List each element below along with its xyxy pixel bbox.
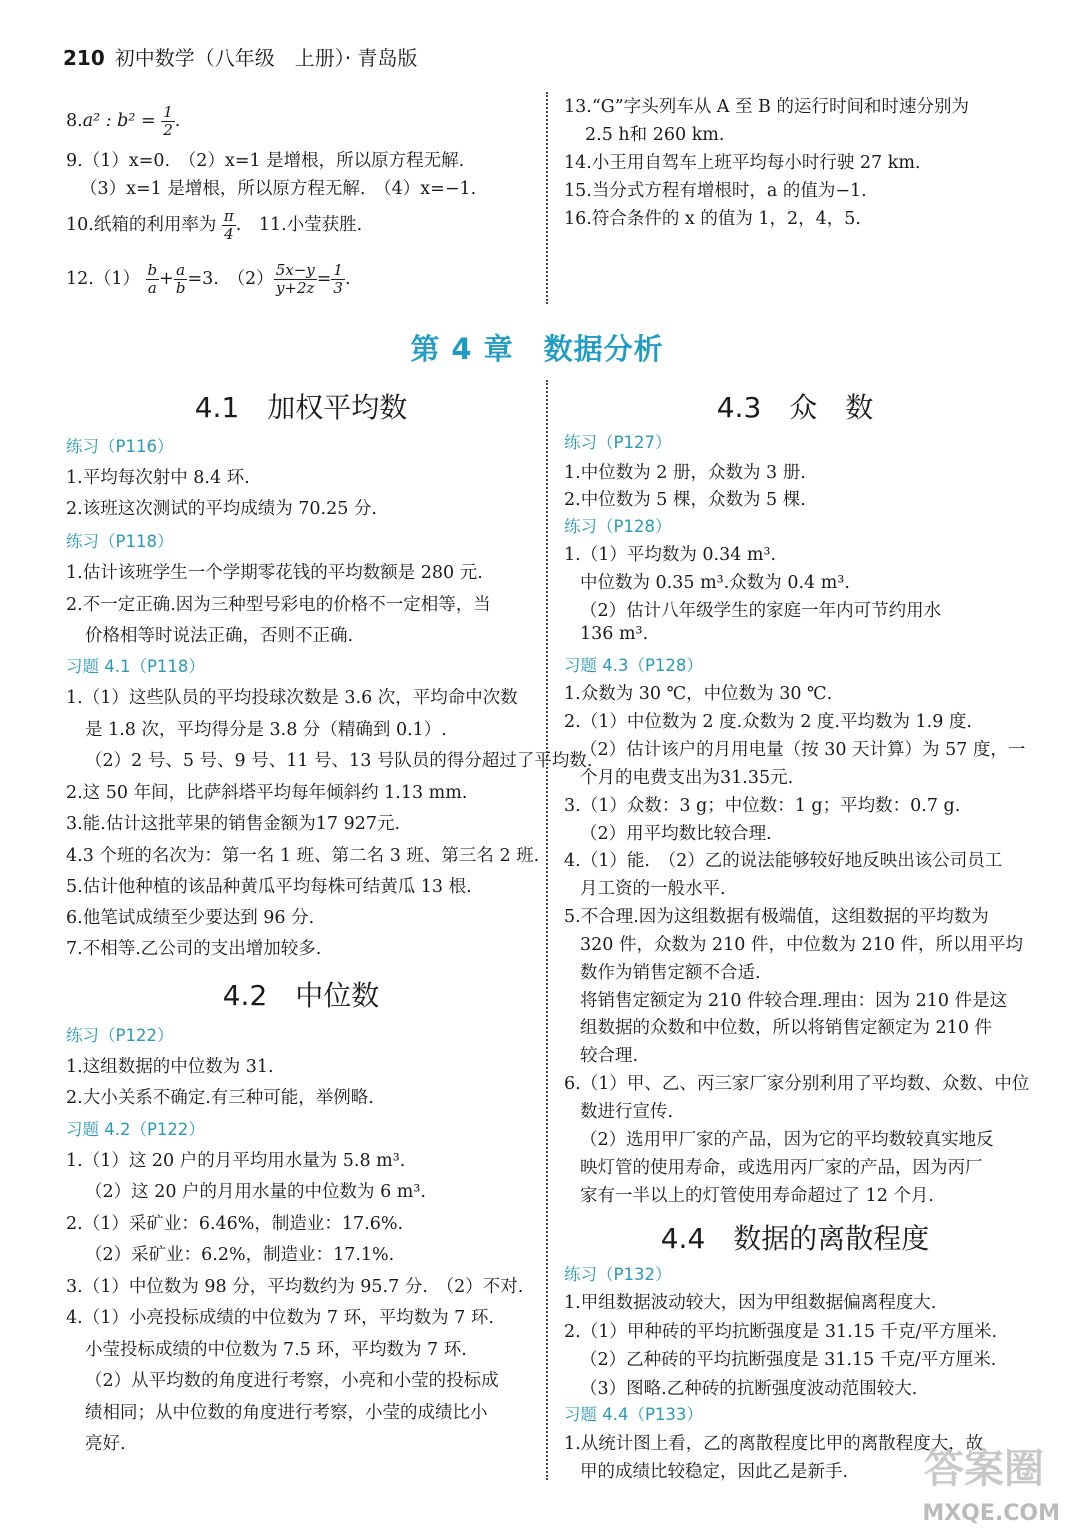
answer-line: （2）估计八年级学生的家庭一年内可节约用水 (580, 601, 942, 621)
answer-13-line2: 2.5 h和 260 km. (585, 125, 725, 145)
section-4-4-title: 4.4 数据的离散程度 (660, 1222, 930, 1255)
exercise-label: 练习（P127） (564, 433, 672, 452)
column-divider (546, 380, 548, 1480)
answer-13-line1: 13.“G”字头列车从 A 至 B 的运行时间和时速分别为 (564, 97, 969, 117)
answer-line: 1.中位数为 2 册，众数为 3 册. (564, 463, 806, 483)
answer-line: 2.（1）甲种砖的平均抗断强度是 31.15 千克/平方厘米. (564, 1322, 998, 1342)
answer-line: （3）图略.乙种砖的抗断强度波动范围较大. (580, 1379, 918, 1399)
answer-line: 小莹投标成绩的中位数为 7.5 环，平均数为 7 环. (85, 1340, 467, 1360)
answer-line: 2.大小关系不确定.有三种可能，举例略. (66, 1088, 374, 1108)
answer-line: 4.（1）能. （2）乙的说法能够较好地反映出该公司员工 (564, 851, 1003, 871)
answer-line: 4.（1）小亮投标成绩的中位数为 7 环，平均数为 7 环. (66, 1308, 494, 1328)
answer-line: 2.中位数为 5 棵，众数为 5 棵. (564, 490, 806, 510)
answer-line: 136 m³. (580, 624, 649, 644)
exercise-label: 练习（P122） (66, 1026, 174, 1045)
exercise-label: 习题 4.3（P128） (564, 656, 703, 675)
fraction: $\frac{\pi}{4}$ (223, 207, 234, 243)
answer-line: 数进行宣传. (580, 1102, 674, 1122)
exercise-label: 练习（P132） (564, 1265, 672, 1284)
answer-line: 中位数为 0.35 m³.众数为 0.4 m³. (580, 573, 850, 593)
answer-line: 5.估计他种植的该品种黄瓜平均每株可结黄瓜 13 根. (66, 877, 472, 897)
answer-line: 1.估计该班学生一个学期零花钱的平均数额是 280 元. (66, 563, 483, 583)
exercise-label: 习题 4.4（P133） (564, 1405, 703, 1424)
section-4-3-title: 4.3 众 数 (716, 391, 874, 424)
answer-line: 5.不合理.因为这组数据有极端值，这组数据的平均数为 (564, 907, 989, 927)
watermark-url: MXQE.COM (922, 1501, 1060, 1526)
answer-line: 2.（1）采矿业：6.46%，制造业：17.6%. (66, 1214, 404, 1234)
answer-line: （2）2 号、5 号、9 号、11 号、13 号队员的得分超过了平均数. (85, 751, 593, 771)
answer-line: （2）用平均数比较合理. (580, 824, 772, 844)
answer-line: 将销售定额定为 210 件较合理.理由：因为 210 件是这 (580, 991, 1008, 1011)
answer-14: 14.小王用自驾车上班平均每小时行驶 27 km. (564, 153, 921, 173)
page-header (63, 42, 417, 71)
answer-line: 2.这 50 年间，比萨斜塔平均每年倾斜约 1.13 mm. (66, 783, 468, 803)
answer-line: 1.（1）这些队员的平均投球次数是 3.6 次，平均命中次数 (66, 688, 518, 708)
answer-line: 个月的电费支出为31.35元. (580, 768, 794, 788)
answer-line: 1.从统计图上看，乙的离散程度比甲的离散程度大，故 (564, 1434, 984, 1454)
page-number: 210 (63, 46, 105, 70)
answer-line: 2.（1）中位数为 2 度.众数为 2 度.平均数为 1.9 度. (564, 712, 972, 732)
answer-line: 组数据的众数和中位数，所以将销售定额定为 210 件 (580, 1018, 993, 1038)
answer-line: 1.这组数据的中位数为 31. (66, 1057, 274, 1077)
fraction: $\frac{1}{2}$ (163, 103, 173, 139)
answer-line: 月工资的一般水平. (580, 879, 726, 899)
answer-12: 12.（1） $\frac{b}{a}$ + $\frac{a}{b}$ =3. （2） $\frac{5x-y}{y+2z}$ = $\frac{1}{3}$ . (66, 261, 351, 297)
exercise-label: 习题 4.2（P122） (66, 1120, 205, 1139)
answer-line: 3.能.估计这批苹果的销售金额为17 927元. (66, 814, 401, 834)
answer-line: 数作为销售定额不合适. (580, 963, 761, 983)
answer-line: 1.众数为 30 ℃，中位数为 30 ℃. (564, 684, 833, 704)
answer-line: 1.（1）平均数为 0.34 m³. (564, 545, 777, 565)
exercise-label: 练习（P118） (66, 532, 174, 551)
answer-line: （2）估计该户的月用电量（按 30 天计算）为 57 度，一 (580, 740, 1026, 760)
section-4-2-title: 4.2 中位数 (222, 979, 380, 1012)
answer-line: 6.（1）甲、乙、丙三家厂家分别利用了平均数、众数、中位 (564, 1074, 1030, 1094)
answer-line: 4.3 个班的名次为：第一名 1 班、第二名 3 班、第三名 2 班. (66, 846, 540, 866)
answer-line: 价格相等时说法正确，否则不正确. (85, 626, 354, 646)
answer-line: 家有一半以上的灯管使用寿命超过了 12 个月. (580, 1186, 934, 1206)
exercise-label: 练习（P128） (564, 517, 672, 536)
fraction: $\frac{5x-y}{y+2z}$ (275, 261, 315, 297)
answer-line: 3.（1）中位数为 98 分，平均数约为 95.7 分. （2）不对. (66, 1277, 524, 1297)
answer-line: 1.（1）这 20 户的月平均用水量为 5.8 m³. (66, 1151, 406, 1171)
answer-line: 3.（1）众数：3 g；中位数：1 g；平均数：0.7 g. (564, 796, 961, 816)
answer-line: 2.该班这次测试的平均成绩为 70.25 分. (66, 499, 377, 519)
answer-16: 16.符合条件的 x 的值为 1，2，4，5. (564, 209, 861, 229)
fraction: $\frac{b}{a}$ (147, 261, 158, 297)
answer-line: 映灯管的使用寿命，或选用丙厂家的产品，因为丙厂 (580, 1158, 983, 1178)
answer-line: （2）从平均数的角度进行考察，小亮和小莹的投标成 (85, 1371, 499, 1391)
fraction: $\frac{1}{3}$ (333, 261, 343, 297)
exercise-label: 习题 4.1（P118） (66, 657, 205, 676)
section-4-1-title: 4.1 加权平均数 (194, 391, 408, 424)
answer-line: 320 件，众数为 210 件，中位数为 210 件，所以用平均 (580, 935, 1024, 955)
answer-line: 较合理. (580, 1046, 639, 1066)
answer-line: 甲的成绩比较稳定，因此乙是新手. (580, 1462, 849, 1482)
chapter-title: 第 4 章 数据分析 (410, 332, 664, 366)
answer-line: 1.平均每次射中 8.4 环. (66, 468, 250, 488)
answer-line: 亮好. (85, 1434, 126, 1454)
exercise-label: 练习（P116） (66, 437, 174, 456)
answer-line: 1.甲组数据波动较大，因为甲组数据偏离程度大. (564, 1293, 937, 1313)
answer-9-line1: 9.（1）x=0. （2）x=1 是增根，所以原方程无解. (66, 151, 465, 171)
answer-line: 绩相同；从中位数的角度进行考察，小莹的成绩比小 (85, 1403, 488, 1423)
answer-9-line2: （3）x=1 是增根，所以原方程无解. （4）x=−1. (80, 179, 477, 199)
answer-15: 15.当分式方程有增根时，a 的值为−1. (564, 181, 867, 201)
answer-line: 6.他笔试成绩至少要达到 96 分. (66, 908, 315, 928)
answer-line: 是 1.8 次，平均得分是 3.8 分（精确到 0.1）. (85, 720, 447, 740)
answer-8: 8.a² : b² = $\frac{1}{2}$ . (66, 103, 181, 139)
answer-line: （2）采矿业：6.2%，制造业：17.1%. (85, 1245, 395, 1265)
fraction: $\frac{a}{b}$ (175, 261, 186, 297)
column-divider-top (546, 92, 548, 304)
book-title: 初中数学（八年级 上册）· 青岛版 (114, 46, 418, 70)
answer-line: （2）乙种砖的平均抗断强度是 31.15 千克/平方厘米. (580, 1350, 997, 1370)
answer-line: 2.不一定正确.因为三种型号彩电的价格不一定相等，当 (66, 595, 491, 615)
answer-line: 7.不相等.乙公司的支出增加较多. (66, 939, 322, 959)
answer-line: （2）这 20 户的月用水量的中位数为 6 m³. (85, 1182, 426, 1202)
answer-10-11: 10.纸箱的利用率为 $\frac{\pi}{4}$ . 11.小莹获胜. (66, 207, 363, 243)
watermark-logo: 答案圈 (924, 1446, 1044, 1492)
answer-line: （2）选用甲厂家的产品，因为它的平均数较真实地反 (580, 1130, 994, 1150)
